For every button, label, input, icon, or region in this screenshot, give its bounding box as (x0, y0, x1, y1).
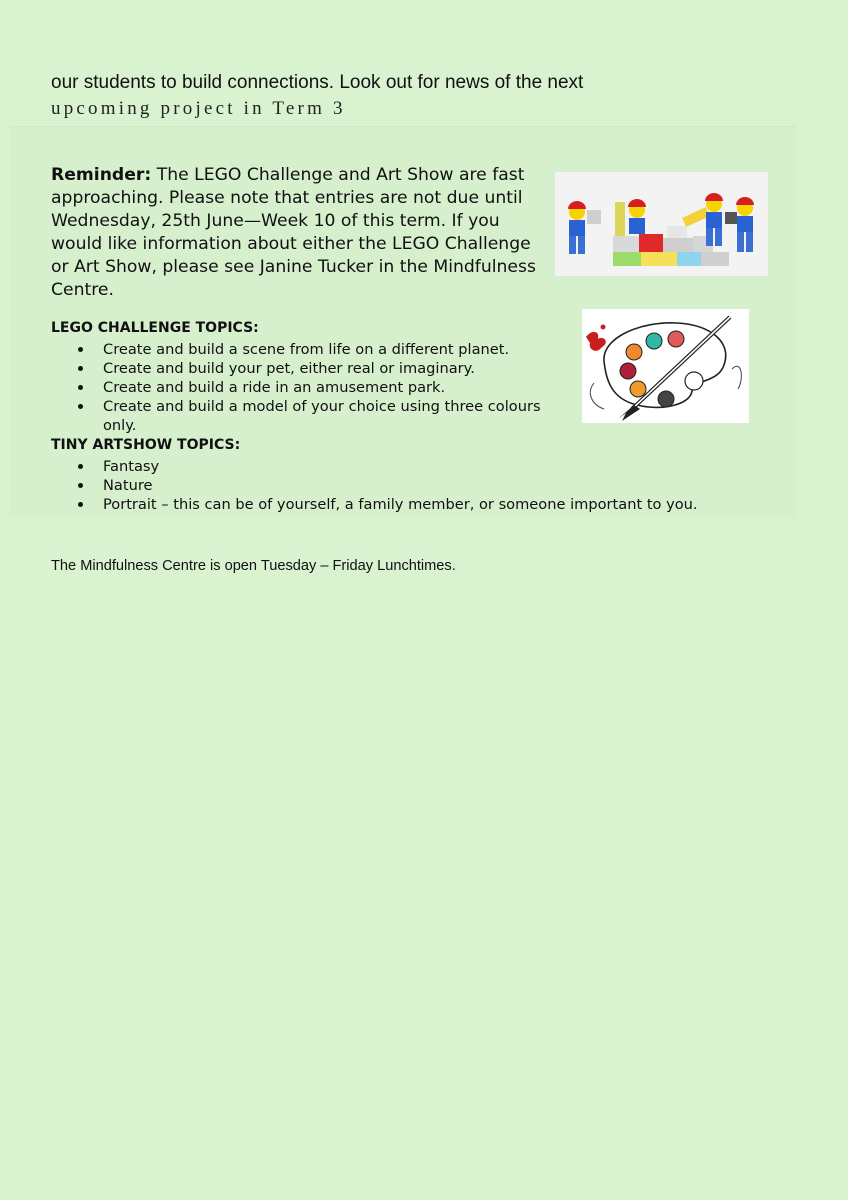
list-item: Nature (51, 476, 791, 495)
list-item: Fantasy (51, 457, 791, 476)
reminder-label: Reminder: (51, 165, 152, 185)
lego-challenge-list (51, 340, 551, 435)
list-item: Create and build your pet, either real or imaginary. (51, 359, 551, 378)
intro-text-line1: our students to build connections. Look out for news of the next (51, 72, 584, 93)
list-item: Create and build a model of your choice using three colours only. (51, 397, 551, 435)
list-item: Create and build a scene from life on a different planet. (51, 340, 551, 359)
paint-palette-image (582, 309, 749, 423)
opening-hours-note: The Mindfulness Centre is open Tuesday – Friday Lunchtimes. (51, 558, 456, 574)
lego-minifigures-image (555, 172, 768, 276)
lego-challenge-heading: LEGO CHALLENGE TOPICS: (51, 320, 259, 336)
reminder-paragraph (51, 164, 551, 302)
art-show-list (51, 457, 791, 514)
list-item: Create and build a ride in an amusement park. (51, 378, 551, 397)
reminder-text: The LEGO Challenge and Art Show are fast approaching. Please note that entries are not due until Wednesday, 25th June—Week 10 of this term. If you would like information about either the LEGO Challenge or Art Show, please see Janine Tucker in the Mindfulness Centre. (51, 165, 536, 300)
art-show-heading: TINY ARTSHOW TOPICS: (51, 437, 241, 453)
intro-text-line2: upcoming project in Term 3 (51, 98, 346, 119)
list-item: Portrait – this can be of yourself, a family member, or someone important to you. (51, 495, 791, 514)
